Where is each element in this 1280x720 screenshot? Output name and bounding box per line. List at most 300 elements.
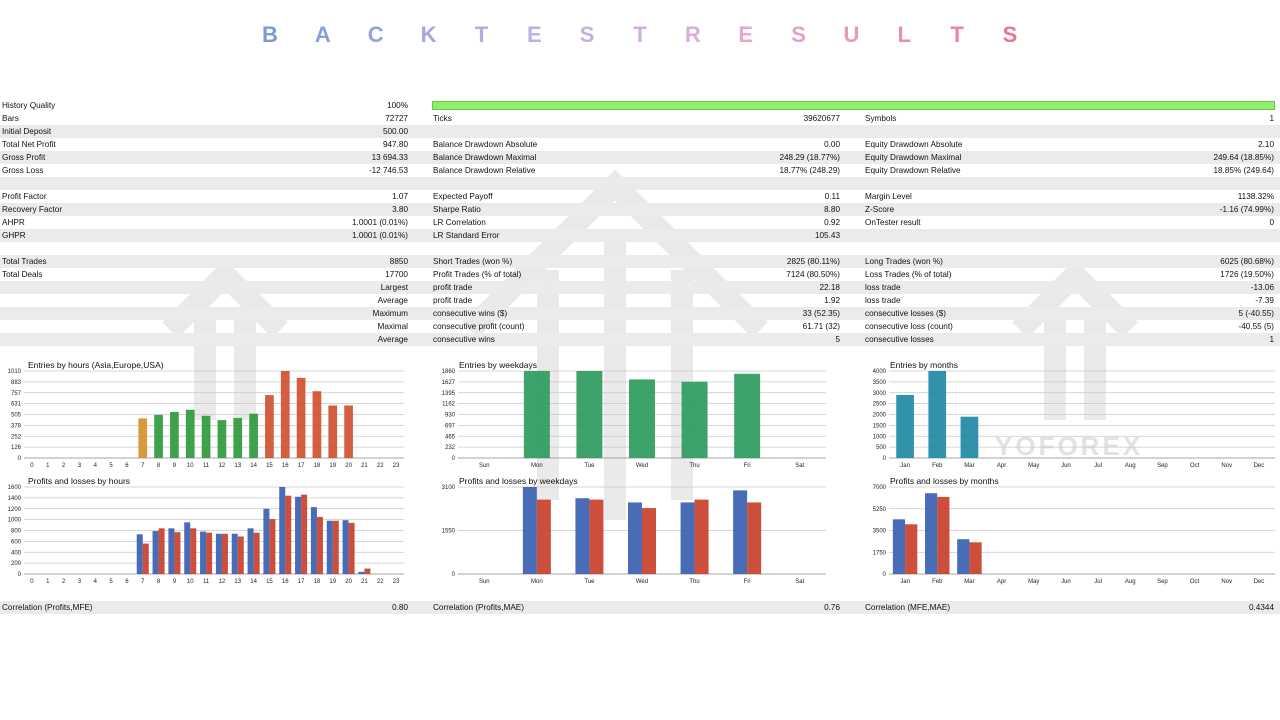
x-tick-label: 11 xyxy=(202,463,210,469)
stat-value: -13.06 xyxy=(1250,283,1274,292)
y-tick-label: 126 xyxy=(10,445,21,452)
y-tick-label: 600 xyxy=(10,539,21,546)
y-tick-label: 3500 xyxy=(872,528,886,535)
stat-value: 1.07 xyxy=(392,192,408,201)
y-tick-label: 500 xyxy=(875,445,886,452)
stat-value: 5 xyxy=(835,335,840,344)
y-tick-label: 1627 xyxy=(441,379,455,386)
x-tick-label: 5 xyxy=(109,463,113,469)
x-tick-label: 10 xyxy=(186,463,194,469)
y-tick-label: 0 xyxy=(451,572,455,578)
bar xyxy=(186,410,195,458)
corr-mfe-mae-label: Correlation (MFE,MAE) xyxy=(865,603,951,612)
stat-label: Symbols xyxy=(865,114,897,123)
x-tick-label: 10 xyxy=(186,579,194,585)
x-tick-label: Sep xyxy=(1157,579,1168,585)
y-tick-label: 2500 xyxy=(872,401,886,408)
x-tick-label: 8 xyxy=(156,463,161,469)
bar-losses xyxy=(206,533,212,574)
stat-label: Balance Drawdown Absolute xyxy=(433,140,538,149)
x-tick-label: Jan xyxy=(900,579,910,585)
stat-label: OnTester result xyxy=(865,218,921,227)
stat-value: 500.00 xyxy=(382,127,408,136)
bar-profits xyxy=(575,498,589,574)
stat-label: consecutive profit (count) xyxy=(433,322,525,331)
x-tick-label: Mar xyxy=(964,463,975,469)
bar-losses xyxy=(969,542,981,574)
bar xyxy=(682,382,708,458)
stat-label: Profit Factor xyxy=(2,192,47,201)
bar xyxy=(576,371,602,458)
y-tick-label: 0 xyxy=(17,456,21,462)
x-tick-label: Sat xyxy=(795,579,805,585)
y-tick-label: 1200 xyxy=(7,506,21,513)
bar xyxy=(961,417,979,458)
x-tick-label: 11 xyxy=(202,579,210,585)
bar xyxy=(297,378,306,458)
bar-losses xyxy=(695,500,709,574)
stat-value: 0.00 xyxy=(824,140,840,149)
stat-value: 105.43 xyxy=(814,231,840,240)
history-quality-label: History Quality xyxy=(2,101,56,110)
x-tick-label: Wed xyxy=(635,579,649,585)
stat-label: Margin Level xyxy=(865,192,912,201)
x-tick-label: Tue xyxy=(584,463,595,469)
chart-pl-hours xyxy=(7,485,404,585)
x-tick-label: 6 xyxy=(125,579,129,585)
stat-label: Sharpe Ratio xyxy=(433,205,481,214)
y-tick-label: 1400 xyxy=(7,495,21,502)
stat-label: Recovery Factor xyxy=(2,205,63,214)
chart-pl-weekdays xyxy=(441,485,826,585)
chart-title-pl-weekdays: Profits and losses by weekdays xyxy=(459,476,578,486)
bar-profits xyxy=(248,528,254,574)
title-letter: L xyxy=(897,22,911,47)
stat-label: Equity Drawdown Relative xyxy=(865,166,961,175)
x-tick-label: Sun xyxy=(478,579,490,585)
stat-label: Long Trades (won %) xyxy=(865,257,943,266)
x-tick-label: 12 xyxy=(218,463,226,469)
y-tick-label: 3100 xyxy=(441,485,455,491)
bar xyxy=(233,418,242,458)
bar-losses xyxy=(747,502,761,574)
bar-profits xyxy=(523,487,537,574)
corr-mfe-mae-value: 0.4344 xyxy=(1248,603,1274,612)
stat-label: Total Trades xyxy=(2,257,47,266)
x-tick-label: 20 xyxy=(345,463,352,469)
stat-value: 61.71 (32) xyxy=(802,322,840,331)
stat-label: AHPR xyxy=(2,218,25,227)
x-tick-label: 23 xyxy=(392,579,400,585)
x-tick-label: Aug xyxy=(1124,463,1136,469)
stat-value: 2825 (80.11%) xyxy=(786,257,840,266)
x-tick-label: 16 xyxy=(281,579,289,585)
title-letter: T xyxy=(474,22,489,47)
stat-value: 7124 (80.50%) xyxy=(786,270,840,279)
x-tick-label: Dec xyxy=(1253,463,1265,469)
x-tick-label: Sun xyxy=(478,463,490,469)
x-tick-label: 21 xyxy=(361,463,368,469)
title-letter: E xyxy=(526,22,542,47)
bar-profits xyxy=(893,519,905,574)
bar xyxy=(218,420,227,458)
x-tick-label: Wed xyxy=(635,463,649,469)
bar xyxy=(344,405,353,458)
x-tick-label: 18 xyxy=(313,579,321,585)
title-letter: U xyxy=(843,22,860,47)
stat-label: profit trade xyxy=(433,296,473,305)
x-tick-label: Oct xyxy=(1189,463,1200,469)
bar-losses xyxy=(537,500,551,574)
stat-value: 5 (-40.55) xyxy=(1238,309,1274,318)
stat-value: 8.80 xyxy=(824,205,840,214)
x-tick-label: Dec xyxy=(1253,579,1265,585)
y-tick-label: 1860 xyxy=(441,369,455,375)
stat-value: -1.16 (74.99%) xyxy=(1219,205,1274,214)
stat-label: Largest xyxy=(380,283,408,292)
bar-losses xyxy=(190,528,196,574)
title-letter: C xyxy=(367,22,384,47)
corr-profits-mae-value: 0.76 xyxy=(824,603,840,612)
x-tick-label: Jun xyxy=(1061,463,1071,469)
x-tick-label: 2 xyxy=(61,579,66,585)
bar-losses xyxy=(159,528,165,574)
stat-value: 248.29 (18.77%) xyxy=(779,153,840,162)
bar-profits xyxy=(327,521,333,574)
x-tick-label: Fri xyxy=(743,463,751,469)
stat-label: consecutive wins ($) xyxy=(433,309,508,318)
bar-losses xyxy=(254,533,260,574)
bar-losses xyxy=(317,517,323,574)
y-tick-label: 252 xyxy=(10,434,21,441)
bar-profits xyxy=(628,502,642,574)
x-tick-label: Thu xyxy=(689,463,700,469)
bar xyxy=(313,391,322,458)
bar-profits xyxy=(184,522,190,574)
stat-value: 1.0001 (0.01%) xyxy=(352,231,408,240)
x-tick-label: Tue xyxy=(584,579,595,585)
title-letter: B xyxy=(262,22,278,47)
x-tick-label: 23 xyxy=(392,463,400,469)
stat-value: 1 xyxy=(1269,335,1274,344)
y-tick-label: 697 xyxy=(444,423,455,430)
y-tick-label: 930 xyxy=(444,412,455,419)
y-tick-label: 4000 xyxy=(872,369,886,375)
x-tick-label: May xyxy=(1028,579,1040,585)
stat-label: Gross Profit xyxy=(2,153,46,162)
stat-label: loss trade xyxy=(865,296,901,305)
x-tick-label: 0 xyxy=(30,579,34,585)
bar xyxy=(138,418,147,458)
bar-losses xyxy=(333,521,339,574)
bar-profits xyxy=(295,497,301,574)
title-letter: T xyxy=(950,22,964,47)
stat-label: GHPR xyxy=(2,231,26,240)
x-tick-label: 22 xyxy=(376,463,384,469)
x-tick-label: 7 xyxy=(141,579,145,585)
stat-value: 13 694.33 xyxy=(371,153,408,162)
stat-label: loss trade xyxy=(865,283,901,292)
x-tick-label: 1 xyxy=(46,579,50,585)
y-tick-label: 7000 xyxy=(872,485,886,491)
x-tick-label: 5 xyxy=(109,579,113,585)
x-tick-label: 13 xyxy=(234,463,242,469)
y-tick-label: 0 xyxy=(882,572,886,578)
x-tick-label: 17 xyxy=(297,463,305,469)
y-tick-label: 200 xyxy=(10,561,21,568)
bar-losses xyxy=(349,523,355,574)
stat-label: Equity Drawdown Maximal xyxy=(865,153,962,162)
title-letter: E xyxy=(738,22,754,47)
bar-losses xyxy=(238,536,244,574)
stat-value: 1.0001 (0.01%) xyxy=(352,218,408,227)
y-tick-label: 465 xyxy=(444,434,455,441)
bar-profits xyxy=(279,487,285,574)
y-tick-label: 0 xyxy=(882,456,886,462)
stat-value: 0 xyxy=(1269,218,1274,227)
x-tick-label: 22 xyxy=(376,579,384,585)
y-tick-label: 1750 xyxy=(872,550,886,557)
y-tick-label: 0 xyxy=(451,456,455,462)
stat-label: Balance Drawdown Relative xyxy=(433,166,536,175)
history-quality-value: 100% xyxy=(387,101,408,110)
stat-value: 17700 xyxy=(385,270,408,279)
bar-losses xyxy=(937,497,949,574)
x-tick-label: 14 xyxy=(250,579,257,585)
title-letter: R xyxy=(684,22,701,47)
x-tick-label: Apr xyxy=(996,463,1007,469)
x-tick-label: 0 xyxy=(30,463,34,469)
stat-label: Total Net Profit xyxy=(2,140,56,149)
x-tick-label: 6 xyxy=(125,463,129,469)
stat-value: -7.39 xyxy=(1255,296,1274,305)
bar-losses xyxy=(143,544,149,574)
stat-label: consecutive losses xyxy=(865,335,934,344)
bar-profits xyxy=(216,534,222,574)
y-tick-label: 0 xyxy=(17,572,21,578)
bar xyxy=(928,371,946,458)
stat-value: 22.18 xyxy=(819,283,840,292)
y-tick-label: 883 xyxy=(10,379,21,386)
x-tick-label: Thu xyxy=(689,579,700,585)
bar xyxy=(734,374,760,458)
x-tick-label: 9 xyxy=(172,463,177,469)
stat-value: -40.55 (5) xyxy=(1238,322,1274,331)
chart-title-entries-months: Entries by months xyxy=(890,360,959,370)
x-tick-label: 21 xyxy=(361,579,368,585)
x-tick-label: Apr xyxy=(996,579,1007,585)
stat-label: Average xyxy=(377,335,408,344)
x-tick-label: 16 xyxy=(281,463,289,469)
y-tick-label: 800 xyxy=(10,528,21,535)
stat-label: Bars xyxy=(2,114,19,123)
chart-entries-weekdays xyxy=(441,369,826,469)
x-tick-label: 8 xyxy=(156,579,161,585)
stat-value: 0.11 xyxy=(824,192,840,201)
stat-label: Initial Deposit xyxy=(2,127,52,136)
y-tick-label: 1550 xyxy=(441,528,455,535)
x-tick-label: 17 xyxy=(297,579,305,585)
y-tick-label: 1600 xyxy=(7,485,21,491)
stat-value: 0.92 xyxy=(824,218,840,227)
stat-label: Average xyxy=(377,296,408,305)
x-tick-label: Nov xyxy=(1221,463,1233,469)
corr-profits-mae-label: Correlation (Profits,MAE) xyxy=(433,603,524,612)
stat-value: 2.10 xyxy=(1258,140,1274,149)
bar-profits xyxy=(733,490,747,574)
x-tick-label: Aug xyxy=(1124,579,1136,585)
bar-profits xyxy=(137,534,143,574)
bar xyxy=(629,379,655,458)
x-tick-label: 18 xyxy=(313,463,321,469)
x-tick-label: 3 xyxy=(77,463,82,469)
stat-label: LR Correlation xyxy=(433,218,486,227)
x-tick-label: 9 xyxy=(172,579,177,585)
title-letter: S xyxy=(791,22,806,47)
stat-label: Z-Score xyxy=(865,205,895,214)
x-tick-label: 7 xyxy=(141,463,145,469)
bar-losses xyxy=(285,496,291,574)
bar-losses xyxy=(364,569,370,574)
stat-label: Maximal xyxy=(377,322,408,331)
title-letter: S xyxy=(1002,22,1018,47)
bar-profits xyxy=(153,531,159,574)
stat-value: 249.64 (18.85%) xyxy=(1213,153,1274,162)
chart-entries-hours xyxy=(7,369,404,469)
x-tick-label: 13 xyxy=(234,579,242,585)
x-tick-label: Mar xyxy=(964,579,975,585)
x-tick-label: Fri xyxy=(743,579,751,585)
bar-profits xyxy=(957,539,969,574)
corr-profits-mfe-label: Correlation (Profits,MFE) xyxy=(2,603,93,612)
stat-label: Equity Drawdown Absolute xyxy=(865,140,963,149)
x-tick-label: 19 xyxy=(329,463,337,469)
bar-profits xyxy=(232,534,238,574)
bar-profits xyxy=(311,507,317,574)
y-tick-label: 3500 xyxy=(872,379,886,386)
bar xyxy=(896,395,914,458)
title-letter: A xyxy=(314,22,331,47)
stat-label: Balance Drawdown Maximal xyxy=(433,153,537,162)
bar-losses xyxy=(269,519,275,574)
stat-label: Loss Trades (% of total) xyxy=(865,270,952,279)
bar-losses xyxy=(905,524,917,574)
bar xyxy=(154,415,163,458)
bar-losses xyxy=(642,508,656,574)
stat-value: 947.80 xyxy=(382,140,408,149)
bar xyxy=(170,412,179,458)
y-tick-label: 5250 xyxy=(872,506,886,513)
stat-label: profit trade xyxy=(433,283,473,292)
x-tick-label: Jul xyxy=(1094,579,1102,585)
stat-value: 39620677 xyxy=(803,114,840,123)
x-tick-label: Oct xyxy=(1189,579,1200,585)
stat-value: 72727 xyxy=(385,114,408,123)
x-tick-label: 19 xyxy=(329,579,337,585)
watermark-text: YOFOREX xyxy=(995,431,1144,461)
y-tick-label: 1500 xyxy=(872,423,886,430)
bar xyxy=(249,414,258,458)
y-tick-label: 232 xyxy=(444,445,455,452)
x-tick-label: 15 xyxy=(266,463,273,469)
x-tick-label: 15 xyxy=(266,579,273,585)
chart-title-pl-months: Profits and losses by months xyxy=(890,476,999,486)
stat-label: LR Standard Error xyxy=(433,231,500,240)
correlation-row xyxy=(0,601,1280,614)
stat-value: 18.77% (248.29) xyxy=(779,166,840,175)
stat-value: 1 xyxy=(1269,114,1274,123)
bar xyxy=(281,371,290,458)
stat-value: 8850 xyxy=(389,257,408,266)
bar xyxy=(265,395,274,458)
x-tick-label: Feb xyxy=(932,579,943,585)
bar-profits xyxy=(343,520,349,574)
stat-label: Total Deals xyxy=(2,270,43,279)
x-tick-label: 1 xyxy=(46,463,50,469)
y-tick-label: 631 xyxy=(10,401,21,408)
bar-profits xyxy=(200,532,206,574)
y-tick-label: 1162 xyxy=(442,401,455,408)
corr-profits-mfe-value: 0.80 xyxy=(392,603,408,612)
x-tick-label: 14 xyxy=(250,463,257,469)
stat-value: 18.85% (249.64) xyxy=(1213,166,1274,175)
x-tick-label: 20 xyxy=(345,579,352,585)
x-tick-label: Sep xyxy=(1157,463,1168,469)
x-tick-label: Jul xyxy=(1094,463,1102,469)
chart-entries-months xyxy=(872,369,1275,469)
stat-value: 1138.32% xyxy=(1237,192,1274,201)
y-tick-label: 378 xyxy=(10,423,21,430)
y-tick-label: 2000 xyxy=(872,412,886,419)
stat-label: consecutive wins xyxy=(433,335,495,344)
x-tick-label: 4 xyxy=(93,579,97,585)
stat-label: consecutive loss (count) xyxy=(865,322,953,331)
stat-label: Ticks xyxy=(433,114,452,123)
x-tick-label: 2 xyxy=(61,463,66,469)
stat-value: 6025 (80.68%) xyxy=(1220,257,1274,266)
stat-value: 3.80 xyxy=(392,205,408,214)
stat-value: 1.92 xyxy=(824,296,840,305)
x-tick-label: May xyxy=(1028,463,1040,469)
bar xyxy=(328,405,337,458)
x-tick-label: Jan xyxy=(900,463,910,469)
bar-losses xyxy=(589,500,603,574)
x-tick-label: Sat xyxy=(795,463,805,469)
bar-losses xyxy=(174,532,180,574)
x-tick-label: 4 xyxy=(93,463,97,469)
stat-value: -12 746.53 xyxy=(368,166,408,175)
x-tick-label: Nov xyxy=(1221,579,1233,585)
stat-value: 1726 (19.50%) xyxy=(1220,270,1274,279)
bar-profits xyxy=(168,528,174,574)
stat-value: 33 (52.35) xyxy=(802,309,840,318)
y-tick-label: 1010 xyxy=(7,369,21,375)
bar xyxy=(524,371,550,458)
bar xyxy=(202,416,211,458)
bar-profits xyxy=(263,509,269,574)
bar-losses xyxy=(301,495,307,574)
chart-title-entries-hours: Entries by hours (Asia,Europe,USA) xyxy=(28,360,164,370)
title-letter: K xyxy=(420,22,437,47)
x-tick-label: Mon xyxy=(531,579,543,585)
y-tick-label: 505 xyxy=(10,412,21,419)
x-tick-label: 3 xyxy=(77,579,82,585)
chart-title-pl-hours: Profits and losses by hours xyxy=(28,476,131,486)
y-tick-label: 1395 xyxy=(441,390,455,397)
y-tick-label: 757 xyxy=(10,390,21,397)
stat-label: Profit Trades (% of total) xyxy=(433,270,522,279)
y-tick-label: 1000 xyxy=(7,517,21,524)
